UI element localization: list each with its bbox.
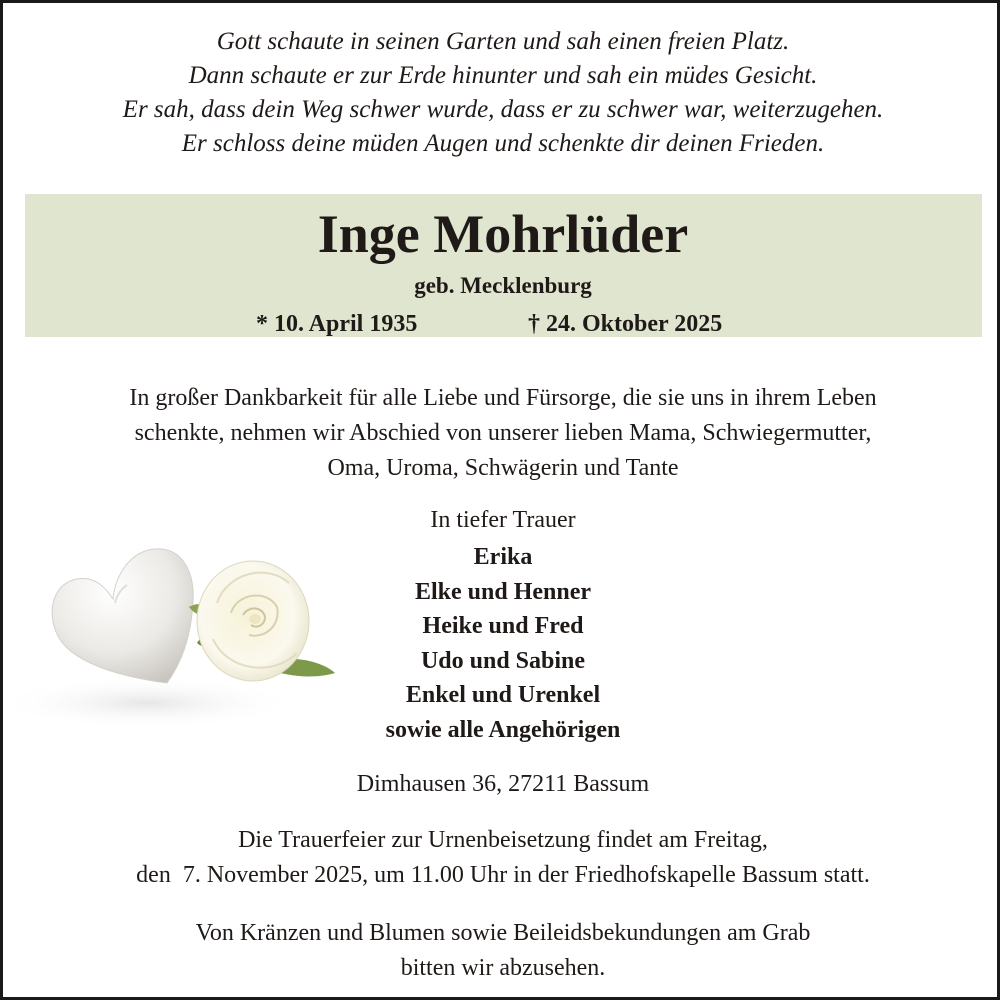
death-date: † 24. Oktober 2025 bbox=[528, 311, 723, 337]
gratitude-line: In großer Dankbarkeit für alle Liebe und Fürsorge, die sie uns in ihrem Leben bbox=[129, 385, 877, 411]
mourner-name: Udo und Sabine bbox=[420, 647, 586, 674]
born-name: geb. Mecklenburg bbox=[414, 273, 592, 298]
ceremony-line: Die Trauerfeier zur Urnenbeisetzung findet am Freitag, bbox=[238, 827, 768, 853]
mourner-name: Heike und Fred bbox=[422, 613, 584, 639]
gratitude-text bbox=[3, 381, 1000, 486]
gratitude-line: schenkte, nehmen wir Abschied von unserer lieben Mama, Schwiegermutter, bbox=[134, 420, 872, 446]
poem-line: Er sah, dass dein Weg schwer wurde, dass er zu schwer war, weiterzugehen. bbox=[122, 96, 884, 123]
heart-figure-icon bbox=[52, 549, 193, 683]
request-line: Von Kränzen und Blumen sowie Beileidsbekundungen am Grab bbox=[195, 920, 811, 946]
request-text bbox=[3, 916, 1000, 986]
address: Dimhausen 36, 27211 Bassum bbox=[356, 771, 650, 797]
mourner-name: Enkel und Urenkel bbox=[405, 682, 601, 708]
mourner-name: Erika bbox=[473, 544, 533, 570]
request-line: bitten wir abzusehen. bbox=[400, 955, 606, 981]
poem-line: Gott schaute in seinen Garten und sah einen freien Platz. bbox=[216, 28, 790, 55]
poem bbox=[3, 25, 1000, 161]
heart-and-rose-image bbox=[17, 543, 339, 733]
deceased-name: Inge Mohrlüder bbox=[317, 204, 689, 264]
ceremony-text bbox=[3, 823, 1000, 893]
gratitude-line: Oma, Uroma, Schwägerin und Tante bbox=[327, 455, 679, 481]
white-rose-icon bbox=[197, 561, 309, 681]
mourner-name: Elke und Henner bbox=[414, 578, 592, 605]
mourning-label: In tiefer Trauer bbox=[430, 507, 576, 533]
poem-line: Dann schaute er zur Erde hinunter und sah ein müdes Gesicht. bbox=[188, 62, 818, 89]
birth-date: * 10. April 1935 bbox=[256, 311, 418, 337]
poem-line: Er schloss deine müden Augen und schenkte dir deinen Frieden. bbox=[181, 130, 825, 157]
mourner-name: sowie alle Angehörigen bbox=[385, 716, 621, 743]
ceremony-line: den 7. November 2025, um 11.00 Uhr in der Friedhofskapelle Bassum statt. bbox=[136, 862, 870, 888]
